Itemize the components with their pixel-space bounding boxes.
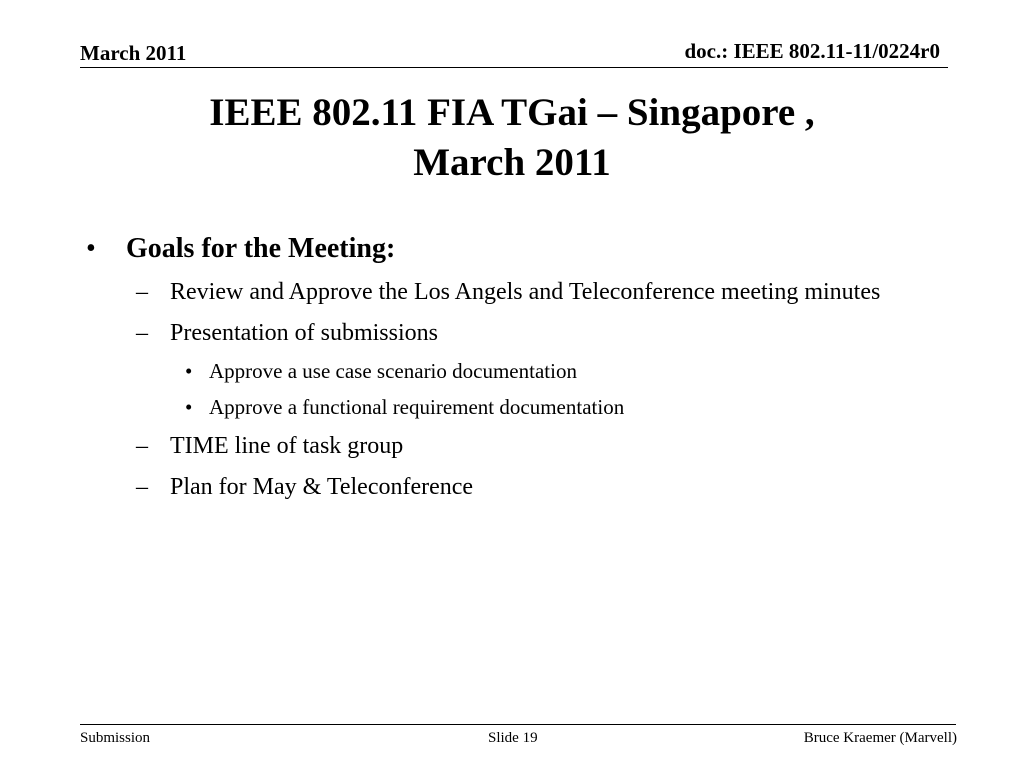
subbullet-timeline [84,430,944,463]
bullet-marker: • [185,395,193,419]
slide-content [84,230,944,512]
subsubbullet-functional-req [84,394,944,421]
header-date: March 2011 [80,41,187,65]
slide-title-line-2: March 2011 [413,141,611,184]
footer-divider [80,724,956,725]
dash-marker: – [136,474,148,500]
slide-title [80,88,944,188]
bullet-marker: • [86,233,96,264]
subbullet-text: Plan for May & Teleconference [170,474,474,500]
dash-marker: – [136,433,148,459]
subsubbullet-use-case [84,358,944,385]
bullet-text: Goals for the Meeting: [126,233,396,264]
bullet-goals [84,230,944,268]
subbullet-text: Review and Approve the Los Angels and Teleconference meeting minutes [170,279,881,305]
bullet-marker: • [185,359,193,383]
subsubbullet-text: Approve a functional requirement documentation [209,395,625,419]
header-divider [80,67,948,68]
slide-title-line-1: IEEE 802.11 FIA TGai – Singapore , [209,91,815,134]
dash-marker: – [136,320,148,346]
header-doc-id: doc.: IEEE 802.11-11/0224r0 [684,39,940,63]
subbullet-presentations [84,317,944,350]
subbullet-text: Presentation of submissions [170,320,438,346]
footer-author: Bruce Kraemer (Marvell) [803,730,957,746]
dash-marker: – [136,279,148,305]
subsubbullet-text: Approve a use case scenario documentation [209,359,577,383]
footer-slide-number: Slide 19 [488,730,538,746]
subbullet-text: TIME line of task group [170,433,404,459]
subbullet-plan-may [84,471,944,504]
footer-submission: Submission [80,730,151,746]
subbullet-review-minutes [84,276,944,309]
